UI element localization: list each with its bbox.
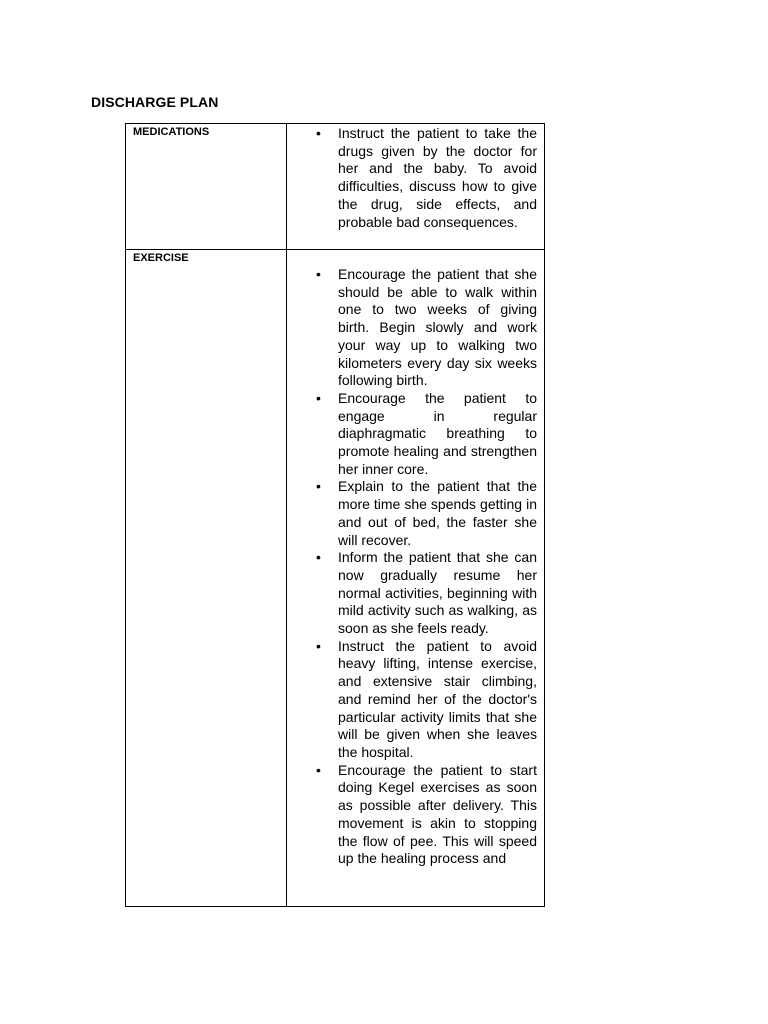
list-item [287,549,537,638]
bullet-icon: • [316,637,321,654]
row-label-cell [126,250,287,907]
list-item [287,762,537,868]
row-content-cell [287,250,545,907]
list-item [287,478,537,549]
bullet-icon: • [316,761,321,778]
list-item-text: Encourage the patient to engage in regular diaphragmatic breathing to promote healing and strengthen her inner core. [338,389,537,477]
row-label-exercise: EXERCISE [133,252,189,264]
table-row-medications [126,124,545,250]
row-label-cell [126,124,287,250]
list-item-text: Explain to the patient that the more time she spends getting in and out of bed, the faster she will recover. [338,478,537,548]
bullet-icon: • [316,389,321,406]
discharge-plan-table [125,123,545,907]
row-content-cell [287,124,545,250]
bullet-icon: • [316,478,321,495]
bullet-list-exercise [287,250,544,868]
list-item-text: Encourage the patient that she should be able to walk within one to two weeks of giving birth. Begin slowly and work your way up to walking two kilometers every day six weeks following birth. [338,266,537,389]
list-item [287,125,537,231]
document-title: DISCHARGE PLAN [91,94,219,110]
bullet-icon: • [316,549,321,566]
list-item [287,390,537,479]
bullet-icon: • [316,125,321,141]
list-item-text: Encourage the patient to start doing Kegel exercises as soon as possible after delivery. This movement is akin to stopping the flow of pee. This will speed up the healing process and [338,761,537,867]
list-item [287,638,537,762]
list-item-text: Inform the patient that she can now gradually resume her normal activities, beginning with mild activity such as walking, as soon as she feels ready. [338,549,537,637]
bullet-list-medications [287,124,544,231]
list-item [287,266,537,390]
list-item-text: Instruct the patient to take the drugs given by the doctor for her and the baby. To avoid difficulties, discuss how to give the drug, side effects, and probable bad consequences. [338,125,537,230]
list-item-text: Instruct the patient to avoid heavy lifting, intense exercise, and extensive stair climbing, and remind her of the doctor's particular activity limits that she will be given when she leaves the hospital. [338,637,537,760]
table-row-exercise [126,250,545,907]
row-label-medications: MEDICATIONS [133,126,210,138]
bullet-icon: • [316,266,321,282]
